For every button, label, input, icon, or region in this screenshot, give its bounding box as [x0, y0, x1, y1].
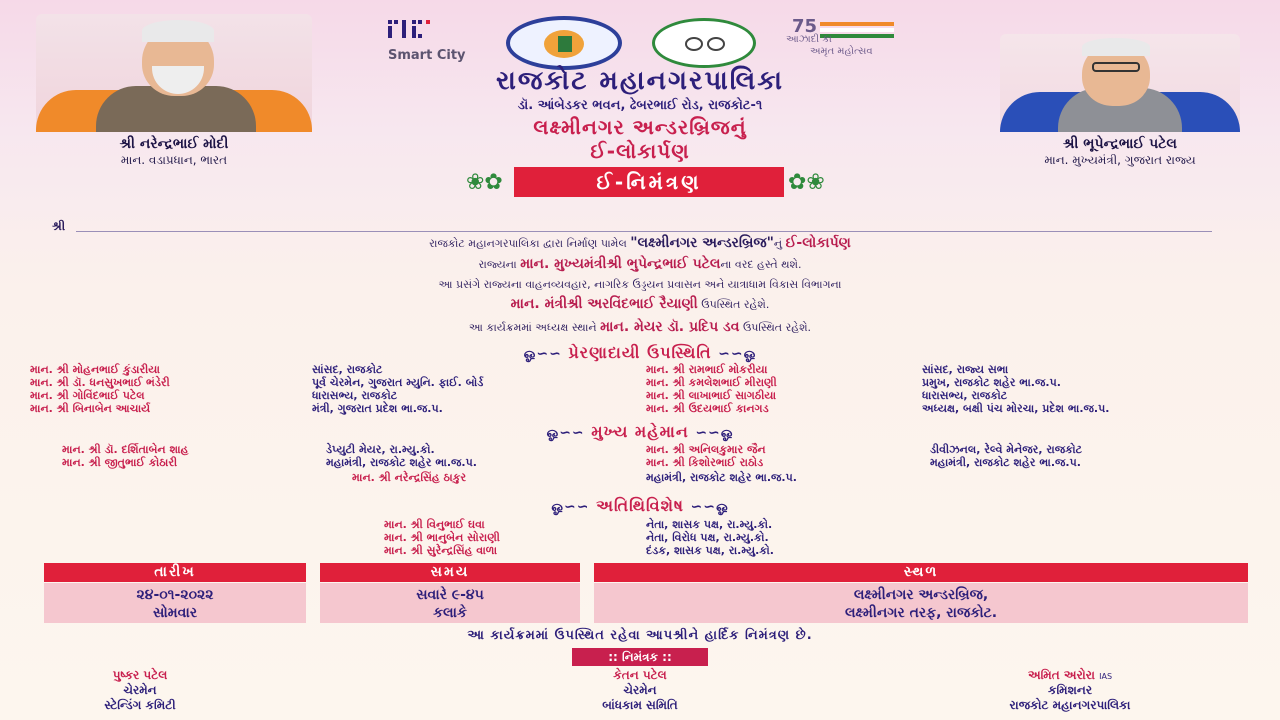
swirl-left-icon: ஓ∽∽	[551, 499, 590, 515]
swirl-right-icon: ∽∽ஓ	[695, 425, 734, 441]
date-box	[44, 583, 306, 623]
mukhya-left-name-2: માન. શ્રી જીતુભાઈ કોઠારી	[62, 456, 178, 469]
cm-glasses	[1092, 62, 1140, 72]
azadi-75: 75	[792, 16, 818, 37]
cm-name: શ્રી ભૂપેન્દ્રભાઈ પટેલ	[1063, 136, 1177, 152]
prerna-right-desig-3: ધારાસભ્ય, રાજકોટ	[922, 389, 1008, 402]
date-value: ૨૪-૦૧-૨૦૨૨	[136, 587, 214, 603]
day-value: સોમવાર	[152, 605, 198, 621]
mukhya-center-name: માન. શ્રી નરેન્દ્રસિંહ ઠાકુર	[352, 471, 467, 484]
time-label: સમય	[320, 563, 580, 582]
prerna-left-desig-2: પૂર્વ ચેરમેન, ગુજરાત મ્યુનિ. ફાઈ. બોર્ડ	[312, 376, 484, 389]
signatory-2-role2: બાંધકામ સમિતિ	[602, 698, 678, 712]
signatory-3-name-row	[960, 668, 1180, 683]
signatory-2-role1: ચેરમેન	[623, 683, 657, 697]
closing-line: આ કાર્યક્રમમાં ઉપસ્થિત રહેવા આપશ્રીને હાર્દિક નિમંત્રણ છે.	[467, 628, 813, 643]
venue-line2: લક્ષ્મીનગર તરફ, રાજકોટ.	[844, 605, 998, 621]
prerna-right-name-2: માન. શ્રી કમલેશભાઈ મીરાણી	[646, 376, 777, 389]
atithi-name-3: માન. શ્રી સુરેન્દ્રસિંહ વાળા	[384, 544, 498, 557]
signatory-2	[560, 668, 720, 713]
atithi-desig-3: દંડક, શાસક પક્ષ, રા.મ્યુ.કો.	[646, 544, 774, 557]
venue-label: સ્થળ	[594, 563, 1248, 582]
prerna-right-desig-1: સાંસદ, રાજ્ય સભા	[922, 363, 1009, 376]
prerna-left-name-4: માન. શ્રી બિનાબેન આચાર્ય	[30, 402, 151, 415]
signatory-3-role2: રાજકોટ મહાનગરપાલિકા	[1009, 698, 1131, 712]
invite-banner: ઈ-નિમંત્રણ	[514, 167, 784, 197]
signatory-1-role2: સ્ટેન્ડિંગ કમિટી	[104, 698, 176, 712]
swirl-right-icon: ∽∽ஓ	[690, 499, 729, 515]
venue-line1: લક્ષ્મીનગર અન્ડરબ્રિજ,	[853, 587, 989, 603]
body-line-1: રાજકોટ મહાનગરપાલિકા દ્વારા નિર્માણ પામેલ "લક્ષ્મીનગર અન્ડરબ્રિજ"નું ઈ-લોકાર્પણ	[429, 235, 851, 251]
atithi-heading: ஓ∽∽ અતિથિવિશેષ ∽∽ஓ	[551, 496, 729, 515]
atithi-name-2: માન. શ્રી ભાનુબેન સોરાણી	[384, 531, 500, 544]
inviter-badge: :: નિમંત્રક ::	[572, 648, 708, 666]
azadi-text2: અમૃત મહોત્સવ	[810, 46, 873, 57]
flourish-left-icon: ❀✿	[466, 170, 503, 195]
swirl-left-icon: ஓ∽∽	[546, 425, 585, 441]
swachh-bharat-logo	[652, 18, 756, 68]
mukhya-right-name-1: માન. શ્રી અનિલકુમાર જૈન	[646, 443, 766, 456]
rmc-emblem-icon	[506, 16, 622, 70]
prerna-left-desig-1: સાંસદ, રાજકોટ	[312, 363, 383, 376]
signatory-3-suffix: IAS	[1099, 672, 1113, 681]
event-title-line1: લક્ષ્મીનગર અન્ડરબ્રિજનું	[533, 115, 747, 139]
mukhya-left-desig-2: મહામંત્રી, રાજકોટ શહેર ભા.જ.પ.	[326, 456, 477, 469]
body-line-3: આ પ્રસંગે રાજ્યના વાહનવ્યવહાર, નાગરિક ઉડ્ડયન પ્રવાસન અને યાત્રાધામ વિકાસ વિભાગના	[438, 278, 842, 291]
recipient-label: શ્રી	[52, 219, 66, 233]
flourish-right-icon: ✿❀	[788, 170, 825, 195]
event-title-line2: ઈ-લોકાર્પણ	[590, 139, 690, 163]
mukhya-left-name-1: માન. શ્રી ડૉ. દર્શિતાબેન શાહ	[62, 443, 189, 456]
prerna-left-name-2: માન. શ્રી ડૉ. ધનસુખભાઈ ભંડેરી	[30, 376, 170, 389]
body-line-2: રાજ્યના માન. મુખ્યમંત્રીશ્રી ભુપેન્દ્રભાઈ પટેલના વરદ હસ્તે થશે.	[478, 256, 802, 272]
swirl-right-icon: ∽∽ஓ	[718, 346, 757, 362]
prerna-right-desig-2: પ્રમુખ, રાજકોટ શહેર ભા.જ.પ.	[922, 376, 1061, 389]
signatory-1	[60, 668, 220, 713]
azadi-amrit-logo	[786, 16, 912, 60]
signatory-3-name: અમિત અરોરા	[1027, 668, 1095, 682]
mukhya-left-desig-1: ડેપ્યુટી મેયર, રા.મ્યુ.કો.	[326, 443, 435, 456]
time-box	[320, 583, 580, 623]
atithi-name-1: માન. શ્રી વિનુભાઈ ઘવા	[384, 518, 485, 531]
prerna-heading: ஓ∽∽ પ્રેરણાદાયી ઉપસ્થિતિ ∽∽ஓ	[523, 343, 757, 362]
prerna-right-desig-4: અધ્યક્ષ, બક્ષી પંચ મોરચા, પ્રદેશ ભા.જ.પ.	[922, 402, 1110, 415]
pm-photo	[36, 14, 312, 132]
cm-title: માન. મુખ્યમંત્રી, ગુજરાત રાજ્ય	[1044, 153, 1196, 167]
mukhya-right-name-2: માન. શ્રી કિશોરભાઈ રાઠોડ	[646, 456, 764, 469]
recipient-line	[76, 231, 1212, 232]
mukhya-center-desig: મહામંત્રી, રાજકોટ શહેર ભા.જ.પ.	[646, 471, 797, 484]
swirl-left-icon: ஓ∽∽	[523, 346, 562, 362]
atithi-desig-1: નેતા, શાસક પક્ષ, રા.મ્યુ.કો.	[646, 518, 773, 531]
smart-city-label: Smart City	[388, 48, 466, 63]
prerna-right-name-4: માન. શ્રી ઉદયભાઈ કાનગડ	[646, 402, 769, 415]
prerna-left-desig-3: ધારાસભ્ય, રાજકોટ	[312, 389, 398, 402]
time-value: સવારે ૯-૪૫	[416, 587, 484, 603]
prerna-right-name-1: માન. શ્રી રામભાઈ મોકરીયા	[646, 363, 768, 376]
cm-photo	[1000, 34, 1240, 132]
prerna-left-name-3: માન. શ્રી ગોવિંદભાઈ પટેલ	[30, 389, 145, 402]
signatory-2-name: કેતન પટેલ	[613, 668, 667, 682]
azadi-text1: આઝાદી કા	[786, 34, 832, 45]
pm-name: શ્રી નરેન્દ્રભાઈ મોદી	[119, 136, 229, 152]
time-unit: કલાકે	[433, 605, 467, 621]
signatory-3-role1: કમિશનર	[1047, 683, 1093, 697]
pm-hair	[142, 20, 214, 42]
prerna-left-name-1: માન. શ્રી મોહનભાઈ કુંડારીયા	[30, 363, 160, 376]
body-line-5: આ કાર્યક્રમમાં અધ્યક્ષ સ્થાને માન. મેયર ડૉ. પ્રદિપ ડવ ઉપસ્થિત રહેશે.	[468, 319, 812, 335]
prerna-left-desig-4: મંત્રી, ગુજરાત પ્રદેશ ભા.જ.પ.	[312, 402, 443, 415]
signatory-3	[960, 668, 1180, 713]
mukhya-right-desig-1: ડીવીઝનલ, રેલ્વે મેનેજર, રાજકોટ	[930, 443, 1083, 456]
atithi-desig-2: નેતા, વિરોધ પક્ષ, રા.મ્યુ.કો.	[646, 531, 769, 544]
body-line-4: માન. મંત્રીશ્રી અરવિંદભાઈ રૈયાણી ઉપસ્થિત રહેશે.	[510, 296, 770, 312]
signatory-1-role1: ચેરમેન	[123, 683, 157, 697]
org-title: રાજકોટ મહાનગરપાલિકા	[496, 66, 784, 96]
org-address: ડૉ. આંબેડકર ભવન, ઢેબરભાઈ રોડ, રાજકોટ-૧	[517, 98, 763, 113]
date-label: તારીખ	[44, 563, 306, 582]
smart-city-logo	[378, 14, 478, 66]
venue-box	[594, 583, 1248, 623]
cm-hair	[1082, 38, 1150, 56]
prerna-right-name-3: માન. શ્રી લાખાભાઈ સાગઠીયા	[646, 389, 777, 402]
mukhya-right-desig-2: મહામંત્રી, રાજકોટ શહેર ભા.જ.પ.	[930, 456, 1081, 469]
mukhya-heading: ஓ∽∽ મુખ્ય મહેમાન ∽∽ஓ	[546, 422, 734, 441]
signatory-1-name: પુષ્કર પટેલ	[112, 668, 168, 682]
pm-title: માન. વડાપ્રધાન, ભારત	[120, 153, 228, 167]
